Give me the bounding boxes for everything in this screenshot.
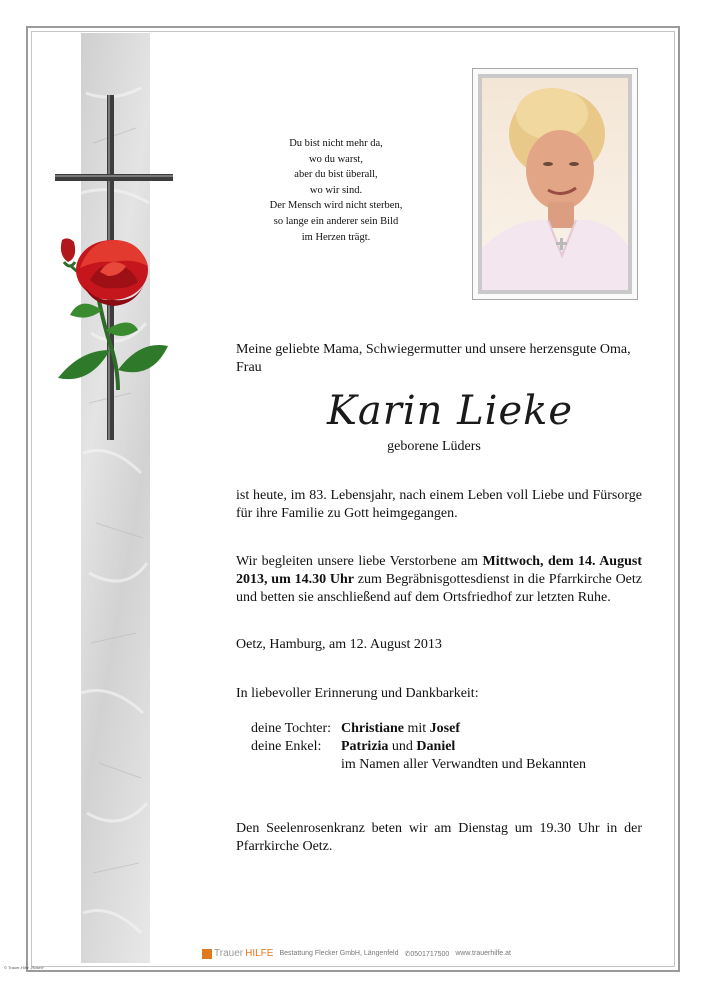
- connector: und: [388, 739, 417, 754]
- footer: [202, 948, 511, 959]
- daughter-name: Christiane: [341, 721, 404, 736]
- poem-line: aber du bist überall,: [294, 169, 378, 181]
- family-row-daughter: [251, 720, 586, 738]
- logo-text-a: Trauer: [214, 948, 244, 959]
- intro-text: [236, 341, 642, 377]
- rose-icon: [76, 240, 148, 306]
- place-date: Oetz, Hamburg, am 12. August 2013: [236, 637, 442, 652]
- poem-line: Der Mensch wird nicht sterben,: [269, 200, 403, 212]
- grandchildren-label: deine Enkel:: [251, 739, 322, 754]
- phone-number: ✆0501717500: [404, 950, 450, 958]
- poem-line: im Herzen trägt.: [301, 231, 371, 243]
- partner-name: Josef: [429, 721, 460, 736]
- memorial-poem: [236, 136, 436, 245]
- deceased-name: Karin Lieke: [326, 388, 574, 434]
- daughter-label: deine Tochter:: [251, 721, 332, 736]
- logo-mark-icon: [202, 949, 212, 959]
- grandchild-name: Patrizia: [341, 739, 389, 754]
- website: www.trauerhilfe.at: [455, 950, 511, 957]
- funeral-text: zum Begräbnisgottesdienst in die Pfarrkirche Oetz und betten sie anschließend auf dem Ortsfriedhof zur letzten Ruhe.: [236, 572, 643, 605]
- intro-line: Frau: [236, 360, 262, 375]
- poem-line: wo wir sind.: [309, 184, 363, 196]
- birth-name: geborene Lüders: [387, 439, 481, 454]
- passing-notice: ist heute, im 83. Lebensjahr, nach einem Leben voll Liebe und Fürsorge für ihre Familie zu Gott heimgegangen.: [236, 488, 642, 521]
- intro-line: Meine geliebte Mama, Schwiegermutter und unsere herzensgute Oma,: [236, 342, 631, 357]
- connector: mit: [404, 721, 430, 736]
- portrait-photo: [478, 74, 632, 294]
- family-row-grandchildren: [251, 738, 586, 756]
- poem-line: wo du warst,: [309, 153, 363, 165]
- logo-text-b: HILFE: [245, 948, 274, 959]
- funeral-text: Wir begleiten unsere liebe Verstorbene am: [236, 554, 483, 569]
- company-name: Bestattung Flecker GmbH, Längenfeld: [279, 950, 399, 957]
- poem-line: Du bist nicht mehr da,: [289, 138, 383, 149]
- rosary-notice: Den Seelenrosenkranz beten wir am Dienstag um 19.30 Uhr in der Pfarrkirche Oetz.: [236, 821, 642, 854]
- family-list: [251, 720, 586, 774]
- family-row-relatives: [251, 756, 586, 774]
- cross-and-rose: [40, 90, 180, 455]
- relatives-text: im Namen aller Verwandten und Bekannten: [341, 757, 587, 772]
- grandchild-name: Daniel: [416, 739, 456, 754]
- trauerhilfe-logo: [202, 948, 273, 959]
- funeral-notice: [236, 553, 642, 607]
- poem-line: so lange ein anderer sein Bild: [273, 215, 399, 227]
- image-credit: © Trauer-Hilfe „Rosen“: [4, 965, 45, 970]
- memory-line: In liebevoller Erinnerung und Dankbarkeit:: [236, 686, 479, 701]
- funeral-date: Mittwoch, dem 14. August 2013, um 14.30 Uhr: [236, 554, 642, 587]
